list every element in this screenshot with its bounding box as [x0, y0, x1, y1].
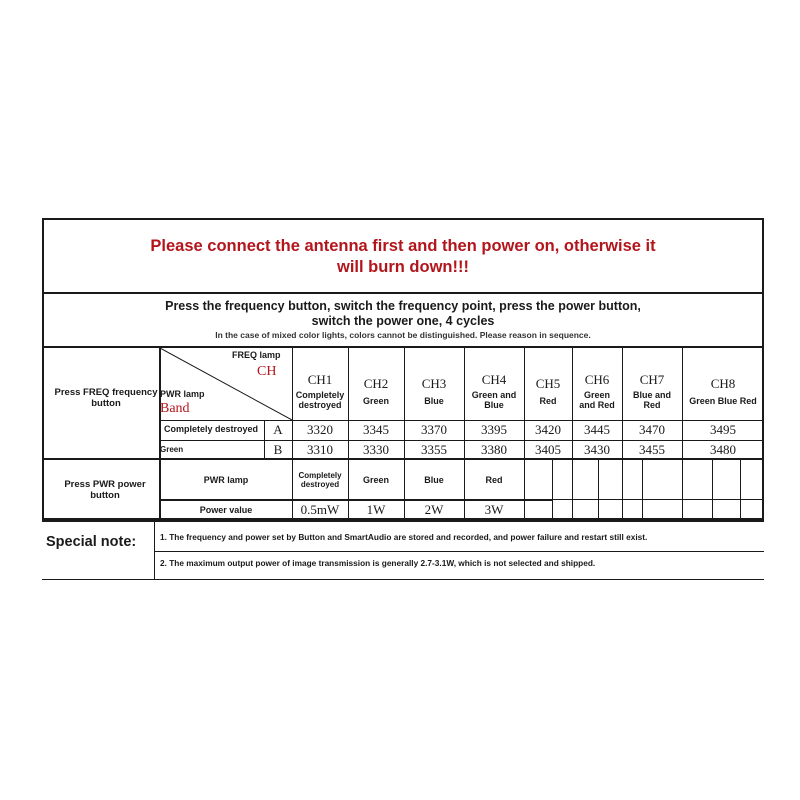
freq-b-ch3: 3355	[421, 442, 447, 457]
warning-box	[42, 218, 764, 294]
band-label: Band	[160, 401, 190, 416]
freq-b-ch6: 3430	[584, 442, 610, 457]
pwr-lamp-3: Blue	[424, 474, 444, 485]
freq-b-ch8: 3480	[710, 442, 736, 457]
freq-a-ch1: 3320	[307, 422, 333, 437]
channel-header-4	[464, 362, 524, 420]
pwr-lamp-1: Completely destroyed	[298, 470, 342, 489]
channel-name-6: CH6	[584, 372, 610, 387]
special-section	[42, 520, 764, 580]
channel-color-5: Red	[539, 396, 557, 406]
channel-header-7	[622, 362, 682, 420]
freq-b-ch5: 3405	[535, 442, 561, 457]
channel-header-5	[524, 362, 572, 420]
band-b-letter: B	[273, 442, 283, 457]
freq-row-label: Press FREQ frequency button	[54, 387, 158, 409]
special-note-2: 2. The maximum output power of image transmission is generally 2.7-3.1W, which is not selected and shipped.	[160, 558, 596, 568]
channel-header-2	[348, 362, 404, 420]
power-value-label: Power value	[199, 505, 253, 515]
instructions-box	[42, 292, 764, 348]
freq-a-ch3: 3370	[421, 422, 447, 437]
channel-name-7: CH7	[639, 372, 665, 387]
channel-header-6	[572, 362, 622, 420]
freq-lamp-label: FREQ lamp	[232, 350, 281, 360]
freq-a-ch4: 3395	[481, 422, 507, 437]
band-a-letter: A	[273, 422, 283, 437]
channel-color-7: Blue and Red	[632, 390, 671, 410]
freq-a-ch2: 3345	[363, 422, 389, 437]
channel-name-1: CH1	[307, 372, 333, 387]
pwr-lamp-label-2: PWR lamp	[203, 474, 249, 485]
channel-name-4: CH4	[481, 372, 507, 387]
freq-a-ch6: 3445	[584, 422, 610, 437]
power-value-3: 2W	[424, 502, 444, 517]
channel-color-4: Green and Blue	[471, 390, 517, 410]
channel-name-8: CH8	[710, 376, 736, 391]
band-a-lamp: Completely destroyed	[164, 424, 259, 434]
spec-sheet	[42, 218, 764, 580]
power-value-1: 0.5mW	[300, 502, 340, 517]
channel-color-2: Green	[362, 396, 389, 406]
special-note-1: 1. The frequency and power set by Button and SmartAudio are stored and recorded, and power failure and restart still exist.	[160, 532, 648, 542]
instructions-line-1: Press the frequency button, switch the frequency point, press the power button,	[165, 299, 641, 313]
warning-line-2: will burn down!!!	[337, 258, 469, 276]
channel-name-5: CH5	[535, 376, 561, 391]
band-b-lamp: Green	[160, 445, 184, 454]
channel-header-3	[404, 362, 464, 420]
freq-b-ch2: 3330	[363, 442, 389, 457]
channel-header-8	[682, 362, 764, 420]
channel-color-3: Blue	[424, 396, 444, 406]
channel-name-2: CH2	[363, 376, 389, 391]
freq-b-ch1: 3310	[307, 442, 333, 457]
ch-label: CH	[257, 364, 277, 379]
pwr-lamp-label: PWR lamp	[160, 389, 205, 399]
channel-color-1: Completely destroyed	[295, 390, 345, 410]
power-value-2: 1W	[366, 502, 386, 517]
channel-color-6: Green and Red	[579, 390, 615, 410]
freq-b-ch4: 3380	[481, 442, 507, 457]
power-value-4: 3W	[484, 502, 504, 517]
warning-line-1: Please connect the antenna first and then power on, otherwise it	[150, 237, 656, 255]
pwr-lamp-4: Red	[485, 474, 503, 485]
freq-b-ch7: 3455	[639, 442, 665, 457]
freq-a-ch7: 3470	[639, 422, 665, 437]
instructions-note: In the case of mixed color lights, colors cannot be distinguished. Please reason in sequence.	[215, 330, 591, 340]
channel-header-1	[292, 362, 348, 420]
instructions-line-2: switch the power one, 4 cycles	[311, 314, 495, 328]
pwr-row-label: Press PWR power button	[64, 479, 146, 501]
freq-a-ch8: 3495	[710, 422, 736, 437]
channel-color-8: Green Blue Red	[689, 396, 757, 406]
special-note-label: Special note:	[46, 534, 137, 550]
pwr-lamp-2: Green	[362, 474, 389, 485]
freq-a-ch5: 3420	[535, 422, 561, 437]
channel-name-3: CH3	[421, 376, 447, 391]
